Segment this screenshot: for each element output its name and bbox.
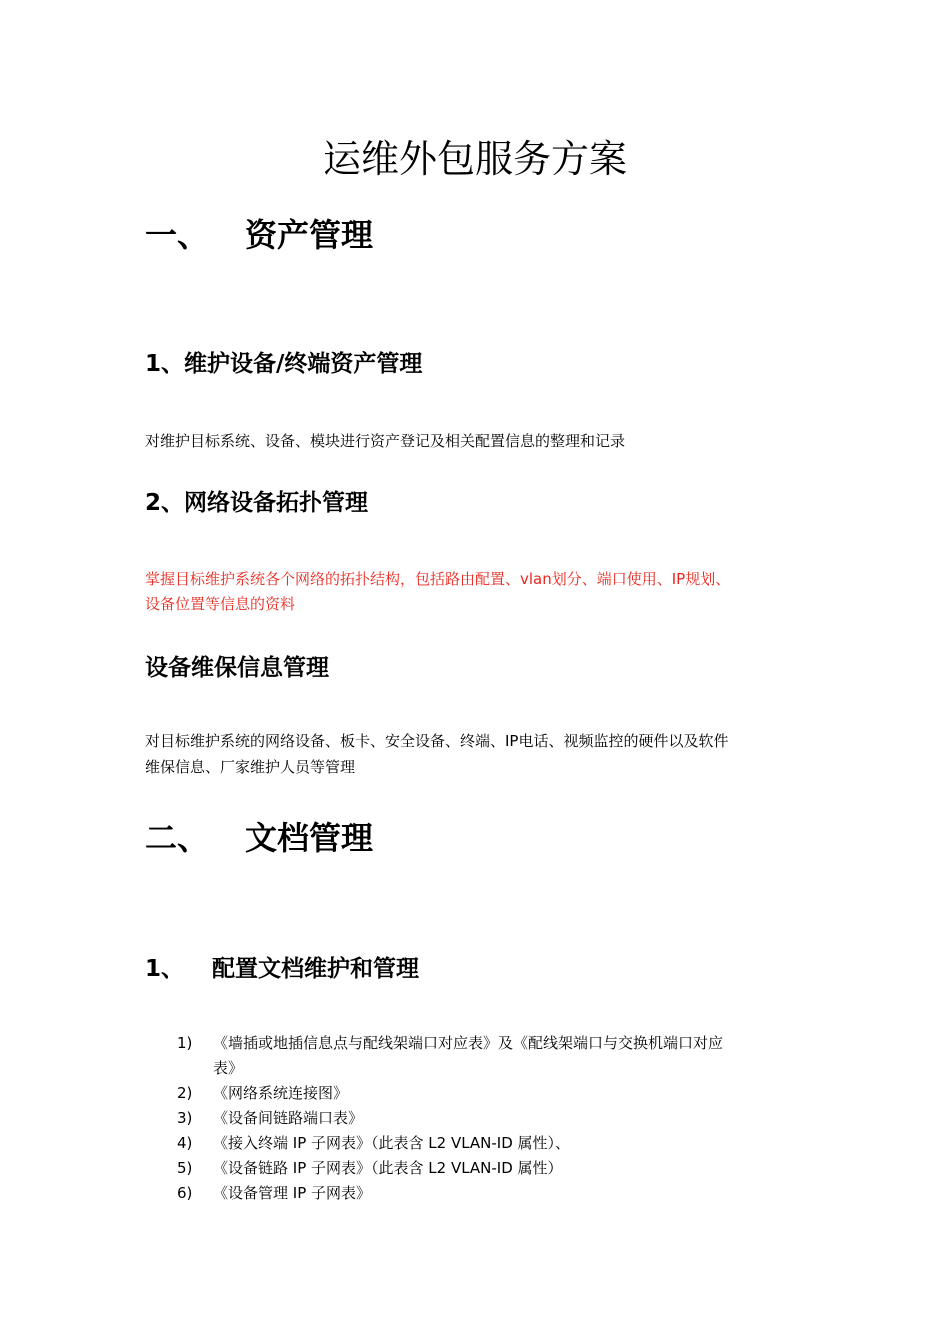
- list-item-4-number: 4): [177, 1134, 193, 1152]
- section-1-number: 一、: [145, 216, 210, 254]
- document-title: 运维外包服务方案: [322, 137, 627, 181]
- subsection-1-2-heading: 2、网络设备拓扑管理: [145, 490, 369, 516]
- subsection-1-2-text-line1: 掌握目标维护系统各个网络的拓扑结构，包括路由配置、vlan划分、端口使用、IP规划、: [145, 570, 731, 588]
- list-item-1-number: 1): [177, 1034, 193, 1052]
- subsection-1-1-text: 对维护目标系统、设备、模块进行资产登记及相关配置信息的整理和记录: [145, 432, 626, 450]
- subsection-1-2-text-line2: 设备位置等信息的资料: [145, 595, 296, 613]
- list-item-6-number: 6): [177, 1184, 193, 1202]
- subsection-2-1-number: 1、: [145, 956, 185, 982]
- list-item-1-line2: 表》: [213, 1059, 244, 1077]
- list-item-3-number: 3): [177, 1109, 193, 1127]
- subsection-1-3-text-line2: 维保信息、厂家维护人员等管理: [145, 758, 356, 776]
- subsection-2-1-heading: 配置文档维护和管理: [212, 956, 419, 982]
- list-item-4-line1: 《接入终端 IP 子网表》（此表含 L2 VLAN-ID 属性）、: [213, 1134, 571, 1152]
- section-2-heading: 文档管理: [245, 819, 374, 857]
- subsection-1-1-heading: 1、维护设备/终端资产管理: [145, 351, 423, 377]
- subsection-1-3-text-line1: 对目标维护系统的网络设备、板卡、安全设备、终端、IP电话、视频监控的硬件以及软件: [145, 732, 729, 750]
- section-2-number: 二、: [145, 819, 210, 857]
- list-item-6-line1: 《设备管理 IP 子网表》: [213, 1184, 372, 1202]
- list-item-1-line1: 《墙插或地插信息点与配线架端口对应表》及《配线架端口与交换机端口对应: [213, 1034, 724, 1052]
- section-1-heading: 资产管理: [245, 216, 374, 254]
- list-item-2-line1: 《网络系统连接图》: [213, 1084, 349, 1102]
- list-item-3-line1: 《设备间链路端口表》: [213, 1109, 364, 1127]
- list-item-5-line1: 《设备链路 IP 子网表》（此表含 L2 VLAN-ID 属性）: [213, 1159, 563, 1177]
- subsection-1-3-heading: 设备维保信息管理: [145, 655, 329, 681]
- list-item-2-number: 2): [177, 1084, 193, 1102]
- list-item-5-number: 5): [177, 1159, 193, 1177]
